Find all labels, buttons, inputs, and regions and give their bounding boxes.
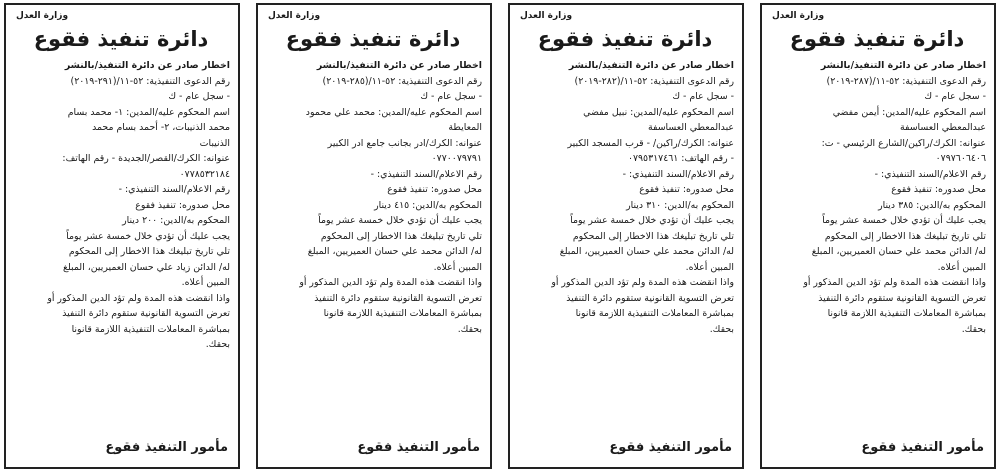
notice-line: رقم الدعوى التنفيذية: ٥٢-١١/(٢٩١-٢٠١٩) — [70, 75, 230, 87]
notice-line: تلي تاريخ تبليغك هذا الاخطار إلى المحكوم — [320, 230, 482, 242]
notice-line: اخطار صادر عن دائرة التنفيذ/بالنشر — [316, 60, 482, 71]
notice-line: محمد الذنيبات، ٢- أحمد بسام محمد — [92, 122, 230, 133]
notice-line: الذنيبات — [199, 137, 230, 149]
department-title: دائرة تنفيذ فقوع — [285, 27, 461, 51]
notice-line: بحقك. — [457, 323, 482, 335]
notice-line: بمباشرة المعاملات التنفيذية اللازمة قانونا — [575, 308, 734, 319]
department-title: دائرة تنفيذ فقوع — [789, 27, 965, 51]
notice-line: رقم الاعلام/السند التنفيذي: - — [370, 168, 482, 180]
notice-line: اخطار صادر عن دائرة التنفيذ/بالنشر — [568, 60, 734, 71]
notice-line: المبين أعلاه. — [433, 261, 482, 273]
notice-line: رقم الاعلام/السند التنفيذي: - — [874, 168, 986, 180]
notice-line: تلي تاريخ تبليغك هذا الاخطار إلى المحكوم — [824, 230, 986, 242]
notice-line: يجب عليك أن تؤدي خلال خمسة عشر يوماً — [822, 215, 986, 226]
notice-line: عنوانه: الكرك/القصر/الجديدة - رقم الهاتف: — [62, 153, 230, 164]
notice-line: له/ الدائن محمد علي حسان العميريين، المبلغ — [307, 246, 482, 257]
notice-line: اسم المحكوم عليه/المدين: أيمن مفضي — [832, 106, 986, 118]
notice-line: له/ الدائن زياد علي حسان العميريين، المبلغ — [62, 261, 230, 273]
notice-line: - سجل عام - ك — [168, 91, 230, 102]
notice-line: يجب عليك أن تؤدي خلال خمسة عشر يوماً — [318, 215, 482, 226]
notice-line: بمباشرة المعاملات التنفيذية اللازمة قانونا — [323, 308, 482, 319]
notice-line: اسم المحكوم عليه/المدين: نبيل مفضي — [583, 106, 734, 118]
notice-line: عبدالمعطي العساسفة — [647, 122, 734, 133]
notice-line: - سجل عام - ك — [672, 91, 734, 102]
notice-line: عنوانه: الكرك/راكين/ - قرب المسجد الكبير — [567, 137, 734, 149]
notice-line: المبين أعلاه. — [181, 277, 230, 288]
ministry-label: وزارة العدل — [16, 11, 69, 21]
notice-line: اسم المحكوم عليه/المدين: محمد علي محمود — [305, 106, 482, 118]
notice-line: تلي تاريخ تبليغك هذا الاخطار إلى المحكوم — [572, 230, 734, 242]
signature: مأمور التنفيذ فقوع — [861, 440, 984, 455]
notice-line: واذا انقضت هذه المدة ولم تؤد الدين المذكور أو — [551, 277, 734, 288]
notice-line: محل صدوره: تنفيذ فقوع — [387, 184, 482, 195]
notice-line: عنوانه: الكرك/راكين/الشارع الرئيسي - ت: — [821, 137, 986, 149]
notice-line: له/ الدائن محمد علي حسان العميريين، المبلغ — [559, 246, 734, 257]
notice-line: يجب عليك أن تؤدي خلال خمسة عشر يوماً — [570, 215, 734, 226]
notice-line: تعرض التسوية القانونية ستقوم دائرة التنفيذ — [818, 292, 986, 304]
notice-card — [508, 3, 744, 469]
notice-line: رقم الاعلام/السند التنفيذي: - — [118, 184, 230, 195]
notice-line: ٠٧٧٠٠٧٩٧٩١ — [431, 153, 482, 164]
notice-line: المحكوم به/الدين: ٤١٥ دينار — [374, 199, 482, 211]
notice-line: بحقك. — [961, 323, 986, 335]
notice-line: اخطار صادر عن دائرة التنفيذ/بالنشر — [820, 60, 986, 71]
notice-card — [4, 3, 240, 469]
department-title: دائرة تنفيذ فقوع — [537, 27, 713, 51]
notice-line: واذا انقضت هذه المدة ولم تؤد الدين المذكور أو — [47, 292, 230, 304]
notice-line: محل صدوره: تنفيذ فقوع — [135, 199, 230, 211]
notice-line: اسم المحكوم عليه/المدين: ١- محمد بسام — [67, 106, 230, 118]
notice-line: واذا انقضت هذه المدة ولم تؤد الدين المذكور أو — [803, 277, 986, 288]
notice-line: بمباشرة المعاملات التنفيذية اللازمة قانونا — [71, 323, 230, 335]
notice-line: عبدالمعطي العساسفة — [899, 122, 986, 133]
notice-line: اخطار صادر عن دائرة التنفيذ/بالنشر — [64, 60, 230, 71]
notice-line: عنوانه: الكرك/ادر بجانب جامع ادر الكبير — [327, 137, 482, 149]
signature: مأمور التنفيذ فقوع — [609, 440, 732, 455]
notice-card — [760, 3, 996, 469]
notice-line: المعايطة — [448, 122, 482, 133]
notice-line: رقم الاعلام/السند التنفيذي: - — [622, 168, 734, 180]
notice-line: تعرض التسوية القانونية ستقوم دائرة التنفيذ — [62, 308, 230, 319]
notice-line: تلي تاريخ تبليغك هذا الاخطار إلى المحكوم — [68, 246, 230, 257]
notice-line: المحكوم به/الدين: ٣٨٥ دينار — [878, 199, 986, 211]
notice-line: المحكوم به/الدين: ٣١٠ دينار — [626, 199, 734, 211]
ministry-label: وزارة العدل — [772, 11, 825, 21]
notice-line: محل صدوره: تنفيذ فقوع — [639, 184, 734, 195]
notice-line: رقم الدعوى التنفيذية: ٥٢-١١/(٢٨٢-٢٠١٩) — [574, 75, 734, 87]
notice-line: المحكوم به/الدين: ٢٠٠ دينار — [122, 215, 230, 226]
notice-line: ٠٧٧٨٥٣٢١٨٤ — [179, 168, 230, 180]
notice-line: رقم الدعوى التنفيذية: ٥٢-١١/(٢٨٥-٢٠١٩) — [322, 75, 482, 87]
notice-line: بحقك. — [709, 323, 734, 335]
department-title: دائرة تنفيذ فقوع — [33, 27, 209, 51]
notice-card — [256, 3, 492, 469]
notice-line: محل صدوره: تنفيذ فقوع — [891, 184, 986, 195]
notice-line: بحقك. — [205, 339, 230, 350]
notice-line: - سجل عام - ك — [924, 91, 986, 102]
notice-line: تعرض التسوية القانونية ستقوم دائرة التنفيذ — [566, 292, 734, 304]
notice-line: بمباشرة المعاملات التنفيذية اللازمة قانونا — [827, 308, 986, 319]
signature: مأمور التنفيذ فقوع — [357, 440, 480, 455]
ministry-label: وزارة العدل — [520, 11, 573, 21]
notice-line: له/ الدائن محمد علي حسان العميريين، المبلغ — [811, 246, 986, 257]
ministry-label: وزارة العدل — [268, 11, 321, 21]
notice-line: تعرض التسوية القانونية ستقوم دائرة التنفيذ — [314, 292, 482, 304]
notice-line: - سجل عام - ك — [420, 91, 482, 102]
notice-line: المبين أعلاه. — [937, 261, 986, 273]
notice-line: ٠٧٩٧٦٠٦٤٠٦ — [935, 153, 986, 164]
notice-line: المبين أعلاه. — [685, 261, 734, 273]
notice-line: رقم الدعوى التنفيذية: ٥٢-١١/(٢٨٧-٢٠١٩) — [826, 75, 986, 87]
notice-line: يجب عليك أن تؤدي خلال خمسة عشر يوماً — [66, 230, 230, 242]
notice-line: واذا انقضت هذه المدة ولم تؤد الدين المذكور أو — [299, 277, 482, 288]
signature: مأمور التنفيذ فقوع — [105, 440, 228, 455]
notice-line: - رقم الهاتف: ٠٧٩٥٣١٧٤٦١ — [627, 153, 734, 164]
